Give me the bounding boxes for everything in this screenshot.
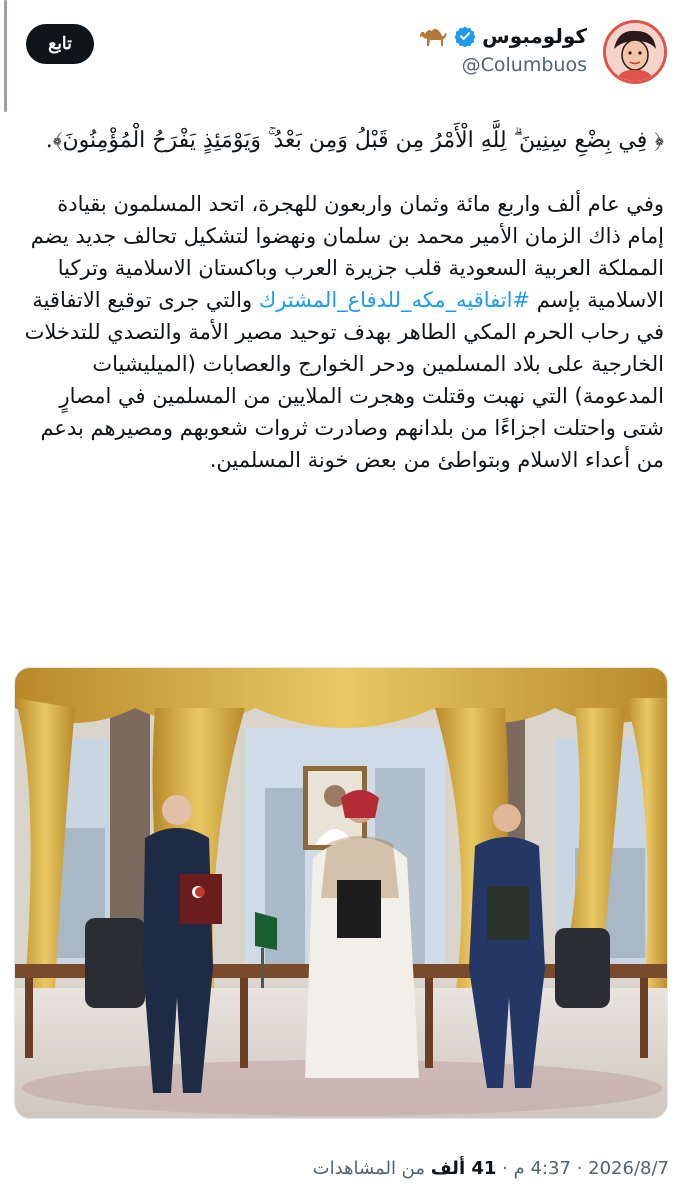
tweet-photo[interactable] [14, 667, 668, 1119]
follow-button[interactable]: تابع [26, 24, 94, 64]
avatar-illustration-icon [606, 23, 664, 81]
tweet-body [20, 188, 664, 476]
views-count: 41 ألف [430, 1158, 497, 1179]
tweet-date[interactable]: 2026/8/7 [588, 1158, 669, 1179]
tweet-text [20, 124, 664, 476]
hashtag-link[interactable]: #اتفاقيه_مكه_للدفاع_المشترك [258, 288, 531, 312]
tweet-header [0, 16, 683, 88]
user-info [418, 24, 587, 76]
views-label: من المشاهدات [312, 1158, 426, 1179]
meta-separator-1: · [576, 1158, 583, 1179]
tweet-body-part1: وفي عام ألف واربع مائة وثمان واربعون للهجرة، اتحد المسلمون بقيادة إمام ذاك الزمان الأمير محمد بن سلمان ونهضوا لتشكيل تحالف جديد يضم المملكة العربية السعودية قلب جزيرة العرب وباكستان الاسلامية وتركيا الاسلامية بإسم [30, 192, 664, 312]
tweet-meta [313, 1158, 669, 1179]
tweet-time[interactable]: 4:37 م [513, 1158, 571, 1179]
quran-verse: ﴿ فِي بِضْعِ سِنِينَ ۗ لِلَّهِ الْأَمْرُ مِن قَبْلُ وَمِن بَعْدُ ۚ وَيَوْمَئِذٍ يَفْرَحُ الْمُؤْمِنُونَ﴾. [45, 128, 664, 153]
display-name[interactable]: كولومبوس [482, 24, 587, 48]
meta-separator-2: · [502, 1158, 508, 1179]
tweet-body-part2: والتي جرى توقيع الاتفاقية في رحاب الحرم المكي الطاهر بهدف توحيد مصير الأمة والتصدي للتدخلات الخارجية على بلاد المسلمين ودحر الخوارج والعصابات (الميليشيات المدعومة) التي نهبت وقتلت وهجرت الملايين من المسلمين في امصارٍ شتى واحتلت اجزاءًا من بلدانهم وصادرت ثروات شعوبهم ومصيرهم بدعم من أعداء الاسلام وبتواطئ من بعض خونة المسلمين. [24, 288, 664, 472]
signing-ceremony-image [15, 668, 668, 1119]
verified-badge-icon [454, 25, 476, 47]
display-name-row [418, 24, 587, 48]
camel-icon [418, 25, 448, 47]
avatar[interactable] [603, 20, 667, 84]
user-handle[interactable]: @Columbuos [461, 54, 587, 76]
